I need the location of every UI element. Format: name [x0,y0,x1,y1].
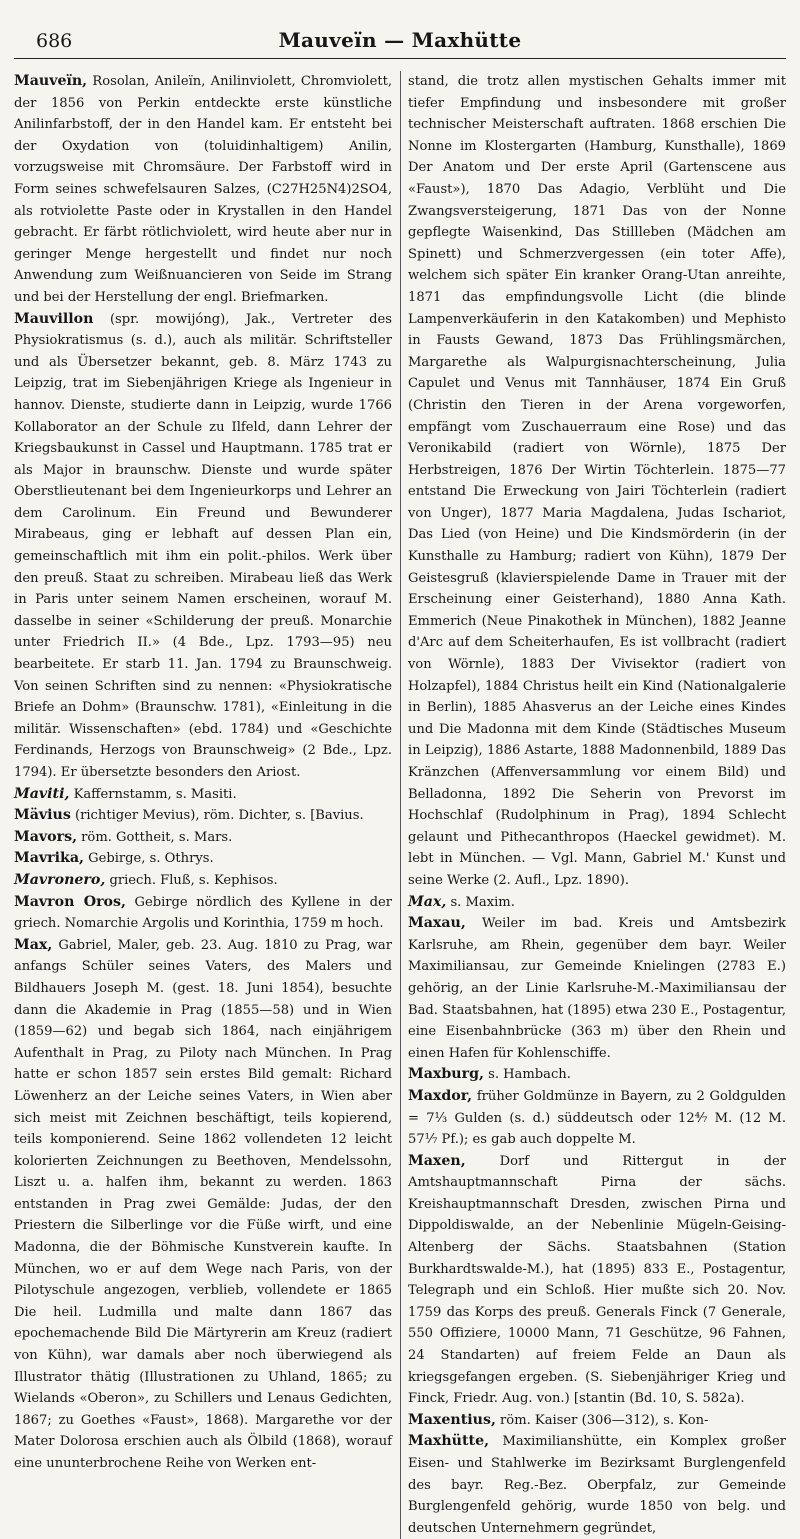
entry-mavors [14,827,392,849]
left-column [14,71,401,1539]
entry-text: (spr. mowijóng), Jak., Vertreter des Physiokratismus (s. d.), auch als militär. Schriftsteller und als Übersetzer bekannt, geb. 8. März 1743 zu Leipzig, trat im Siebenjährigen Kriege als Ingenieur in hannov. Dienste, studierte dann in Leipzig, wurde 1766 Kollaborator an der Schule zu Ilfeld, dann Lehrer der Kriegsbaukunst in Cassel und Hauptmann. 1785 trat er als Major in braunschw. Dienste und wurde später Oberstlieutenant bei dem Ingenieurkorps und Lehrer an dem Carolinum. Ein Freund und Bewunderer Mirabeaus, ging er lebhaft auf dessen Plan ein, gemeinschaftlich mit ihm ein polit.-philos. Werk über den preuß. Staat zu schreiben. Mirabeau ließ das Werk in Paris unter seinem Namen erscheinen, worauf M. dasselbe in seiner «Schilderung der preuß. Monarchie unter Friedrich II.» (4 Bde., Lpz. 1793—95) neu bearbeitete. Er starb 11. Jan. 1794 zu Braunschweig. Von seinen Schriften sind zu nennen: «Physiokratische Briefe an Dohm» (Braunschw. 1781), «Einleitung in die militär. Wissenschaften» (ebd. 1784) und «Geschichte Ferdinands, Herzogs von Braunschweig» (2 Bde., Lpz. 1794). Er übersetzte besonders den Ariost. [14,311,392,780]
entry-maevius [14,805,392,827]
entry-text: Weiler im bad. Kreis und Amtsbezirk Karlsruhe, am Rhein, gegenüber dem bayr. Weiler Maximiliansau, zur Gemeinde Knielingen (2783 E.) gehörig, an der Linie Karlsruhe-M.-Maximiliansau der Bad. Staatsbahnen, hat (1895) etwa 230 E., Postagentur, eine Eisenbahnbrücke (363 m) über den Rhein und einen Hafen für Kohlenschiffe. [408,916,786,1061]
entry-text: s. Maxim. [446,894,515,910]
entry-maviti [14,784,392,806]
entry-text: s. Hambach. [483,1067,571,1083]
entry-text: früher Goldmünze in Bayern, zu 2 Goldgulden = 7⅓ Gulden (s. d.) süddeutsch oder 12⁴⁄₇ M. (12 M. 57¹⁄₇ Pf.); es gab auch doppelte M. [408,1088,786,1148]
entry-text: Gebirge nördlich des Kyllene in der griech. Nomarchie Argolis und Korinthia, 1759 m hoch. [14,894,393,932]
headword: Mauvillon [14,310,94,327]
headword: Maxhütte, [408,1433,490,1450]
entry-maxen [408,1151,786,1410]
entry-maxhuette [408,1431,786,1539]
page-number: 686 [36,30,73,52]
entry-text: (richtiger Mevius), röm. Dichter, s. [Bavius. [70,808,364,824]
headword: Max, [14,936,53,953]
entry-mauvillon [14,309,392,784]
headword: Maxen, [408,1152,466,1169]
headword: Mavors, [14,828,78,845]
entry-text: Gabriel, Maler, geb. 23. Aug. 1810 zu Prag, war anfangs Schüler seines Vaters, des Malers und Bildhauers Joseph M. (gest. 18. Juni 1854), besuchte dann die Akademie in Prag (1855—58) und in Wien (1859—62) und begab sich 1864, nach einjährigem Aufenthalt in Prag, zu Piloty nach München. In Prag hatte er schon 1857 sein erstes Bild gemalt: Richard Löwenherz an der Leiche seines Vaters, in Wien aber sich meist mit Zeichnen beschäftigt, teils kopierend, teils komponierend. Seine 1862 vollendeten 12 leicht kolorierten Zeichnungen zu Beethoven, Mendelssohn, Liszt u. a. halfen ihm, bekannt zu werden. 1863 entstanden in Prag zwei Gemälde: Judas, der den Priestern die Silberlinge vor die Füße wirft, und eine Madonna, die der Böhmische Kunstverein kaufte. In München, wo er auf dem Wege nach Paris, von der Pilotyschule angezogen, verblieb, vollendete er 1865 Die heil. Ludmilla und malte dann 1867 das epochemachende Bild Die Märtyrerin am Kreuz (radiert von Kühn), war damals aber noch überwiegend als Illustrator thätig (Illustrationen zu Uhland, 1865; zu Wielands «Oberon», zu Schillers und Lenaus Gedichten, 1867; zu Goethes «Faust», 1868). Margarethe vor der Mater Dolorosa erschien auch als Ölbild (1868), worauf eine ununterbrochene Reihe von Werken ent- [14,937,392,1471]
entry-maxau [408,913,786,1064]
headword: Max, [408,893,447,910]
headword: Mavron Oros, [14,893,126,910]
entry-mavron-oros [14,892,392,935]
text-columns [14,71,786,1539]
entry-max-gabriel [14,935,392,1475]
entry-text: röm. Kaiser (306—312), s. Kon- [495,1412,709,1428]
headword: Maxdor, [408,1087,473,1104]
running-title: Mauveïn — Maxhütte [278,28,522,52]
right-column [402,71,786,1539]
entry-continuation [408,71,786,892]
entry-mauvein [14,71,392,309]
headword: Mävius [14,807,71,824]
page-header [14,26,786,59]
entry-maxdor [408,1086,786,1151]
headword: Maxau, [408,915,466,932]
entry-mavrika [14,848,392,870]
entry-mavronero [14,870,392,892]
headword: Maviti, [14,785,70,802]
headword: Mavronero, [14,871,106,888]
entry-maxburg [408,1064,786,1086]
entry-text: Rosolan, Anileïn, Anilinviolett, Chromviolett, der 1856 von Perkin entdeckte erste künstliche Anilinfarbstoff, der in den Handel kam. Er entsteht bei der Oxydation von (toluidinhaltigem) Anilin, vorzugsweise mit Chromsäure. Der Farbstoff wird in Form seines schwefelsauren Salzes, (C27H25N4)2SO4, als rotviolette Paste oder in Krystallen in den Handel gebracht. Er färbt rötlichviolett, wird heute aber nur in geringer Menge hergestellt und findet nur noch Anwendung zum Weißnuancieren von Seide im Strang und bei der Herstellung der engl. Briefmarken. [14,74,392,305]
entry-text: stand, die trotz allen mystischen Gehalts immer mit tiefer Empfindung und insbesondere mit großer technischer Meisterschaft auftraten. 1868 erschien Die Nonne im Klostergarten (Hamburg, Kunsthalle), 1869 Der Anatom und Der erste April (Gartenscene aus «Faust»), 1870 Das Adagio, Verblüht und Die Zwangsversteigerung, 1871 Das von der Nonne gepflegte Waisenkind, Das Stillleben (Mädchen am Spinett) und Schmerzvergessen (ein toter Affe), welchem sich später Ein kranker Orang-Utan anreihte, 1871 das empfindungsvolle Licht (die blinde Lampenverkäuferin in den Katakomben) und Mephisto in Fausts Gewand, 1873 Das Frühlingsmärchen, Margarethe als Walpurgisnachterscheinung, Julia Capulet und Venus mit Tannhäuser, 1874 Ein Gruß (Christin den Tieren in der Arena vorgeworfen, empfängt vom Zuschauerraum eine Rose) und das Veronikabild (radiert von Wörnle), 1875 Der Herbstreigen, 1876 Der Wirtin Töchterlein. 1875—77 entstand Die Erweckung von Jairi Töchterlein (radiert von Unger), 1877 Maria Magdalena, Judas Ischariot, Das Lied (von Heine) und Die Kindsmörderin (in der Kunsthalle zu Hamburg; radiert von Kühn), 1879 Der Geistesgruß (klavierspielende Dame in Trauer mit der Erscheinung einer Geisterhand), 1880 Anna Kath. Emmerich (Neue Pinakothek in München), 1882 Jeanne d'Arc auf dem Scheiterhaufen, Es ist vollbracht (radiert von Wörnle), 1883 Der Vivisektor (radiert von Holzapfel), 1884 Christus heilt ein Kind (Nationalgalerie in Berlin), 1885 Ahasverus an der Leiche eines Kindes und Die Madonna mit dem Kinde (Städtisches Museum in Leipzig), 1886 Astarte, 1888 Madonnenbild, 1889 Das Kränzchen (Affenversammlung vor einem Bild) und Belladonna, 1892 Die Seherin von Prevorst im Hochschlaf (Rudolphinum in Prag), 1894 Schlecht gelaunt und Pithecanthropos (Haeckel gewidmet). M. lebt in München. — Vgl. Mann, Gabriel M.' Kunst und seine Werke (2. Aufl., Lpz. 1890). [408,74,786,888]
headword: Mavrika, [14,850,84,867]
entry-text: griech. Fluß, s. Kephisos. [105,872,278,888]
entry-maxentius [408,1410,786,1432]
entry-text: Dorf und Rittergut in der Amtshauptmannschaft Pirna der sächs. Kreishauptmannschaft Dresden, zwischen Pirna und Dippoldiswalde, an der Nebenlinie Mügeln-Geising-Altenberg der Sächs. Staatsbahnen (Station Burkhardtswalde-M.), hat (1895) 833 E., Postagentur, Telegraph und ein Schloß. Hier mußte sich 20. Nov. 1759 das Korps des preuß. Generals Finck (7 Generale, 550 Offiziere, 10000 Mann, 71 Geschütze, 96 Fahnen, 24 Standarten) auf freiem Felde an Daun als kriegsgefangen ergeben. (S. Siebenjähriger Krieg und Finck, Friedr. Aug. von.) [stantin (Bd. 10, S. 582a). [408,1153,786,1407]
entry-max-ref [408,892,786,914]
headword: Mauveïn, [14,73,88,89]
headword: Maxentius, [408,1411,496,1428]
entry-text: Kaffernstamm, s. Masiti. [69,786,237,802]
entry-text: röm. Gottheit, s. Mars. [77,829,233,845]
entry-text: Maximilianshütte, ein Komplex großer Eisen- und Stahlwerke im Bezirksamt Burglengenfeld des bayr. Reg.-Bez. Oberpfalz, zur Gemeinde Burglengenfeld gehörig, wurde 1850 von belg. und deutschen Unternehmern gegründet, [408,1434,786,1536]
entry-text: Gebirge, s. Othrys. [83,851,214,867]
headword: Maxburg, [408,1066,484,1083]
